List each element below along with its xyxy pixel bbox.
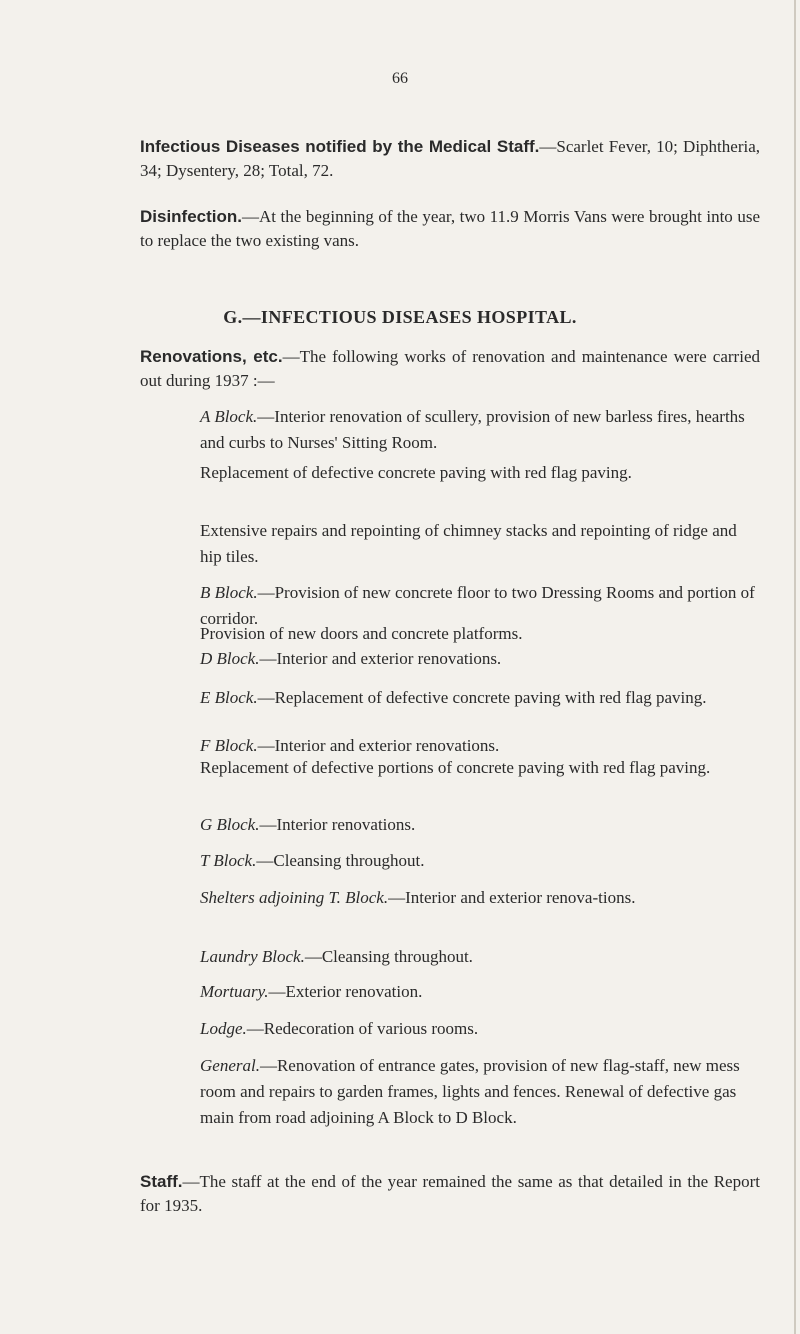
page-edge [794, 0, 796, 1334]
f-block-entry-2 [200, 755, 760, 781]
renovations-text: —The following works of renovation and maintenance were carried out during 1937 :— [140, 347, 760, 390]
d-block-text: —Interior and exterior renovations. [259, 649, 502, 668]
mortuary-text: —Exterior renovation. [268, 982, 423, 1001]
d-block-label: D Block. [200, 649, 260, 668]
b-block-text: —Provision of new concrete floor to two Dressing Rooms and portion of corridor. [200, 583, 755, 628]
t-block-label: T Block. [200, 851, 257, 870]
e-block-text: —Replacement of defective concrete paving with red flag paving. [257, 688, 707, 707]
shelters-text: —Interior and exterior renova-tions. [388, 888, 636, 907]
d-block-entry [200, 646, 760, 672]
b-block-entry-2 [200, 621, 760, 647]
a-block-entry-2 [200, 460, 760, 486]
notified-label: Infectious Diseases notified by the Medical Staff. [140, 137, 540, 156]
general-text: —Renovation of entrance gates, provision of new flag-staff, new mess room and repairs to garden frames, lights and fences. Renewal of defective gas main from road adjoining A Block to D Block. [200, 1056, 740, 1127]
disinfection-text: —At the beginning of the year, two 11.9 Morris Vans were brought into use to replace the two existing vans. [140, 207, 760, 250]
b-block-label: B Block. [200, 583, 258, 602]
a-block-entry [200, 404, 760, 456]
b-block-text-2: Provision of new doors and concrete platforms. [200, 624, 523, 643]
notified-paragraph [140, 135, 760, 183]
a-block-text: —Interior renovation of scullery, provision of new barless fires, hearths and curbs to Nurses' Sitting Room. [200, 407, 745, 452]
lodge-label: Lodge. [200, 1019, 247, 1038]
disinfection-label: Disinfection. [140, 207, 243, 226]
t-block-entry [200, 848, 760, 874]
staff-paragraph [140, 1170, 760, 1218]
a-block-label: A Block. [200, 407, 258, 426]
g-block-label: G Block. [200, 815, 260, 834]
f-block-text: —Interior and exterior renovations. [257, 736, 500, 755]
mortuary-label: Mortuary. [200, 982, 269, 1001]
a-block-text-2: Replacement of defective concrete paving with red flag paving. [200, 463, 632, 482]
g-block-entry [200, 812, 760, 838]
laundry-text: —Cleansing throughout. [304, 947, 473, 966]
laundry-label: Laundry Block. [200, 947, 305, 966]
e-block-entry [200, 685, 760, 711]
e-block-label: E Block. [200, 688, 258, 707]
g-block-text: —Interior renovations. [259, 815, 416, 834]
page-number: 66 [392, 70, 408, 87]
lodge-text: —Redecoration of various rooms. [246, 1019, 479, 1038]
t-block-text: —Cleansing throughout. [256, 851, 425, 870]
notified-text: —Scarlet Fever, 10; Diphtheria, 34; Dysentery, 28; Total, 72. [140, 137, 760, 180]
mortuary-entry [200, 979, 760, 1005]
disinfection-paragraph [140, 205, 760, 253]
renovations-label: Renovations, etc. [140, 347, 283, 366]
laundry-entry [200, 944, 760, 970]
renovations-paragraph [140, 345, 760, 393]
lodge-entry [200, 1016, 760, 1042]
section-heading: G.—INFECTIOUS DISEASES HOSPITAL. [223, 307, 577, 327]
shelters-entry [200, 885, 760, 911]
a-block-entry-3 [200, 518, 760, 570]
a-block-text-3: Extensive repairs and repointing of chimney stacks and repointing of ridge and hip tiles. [200, 521, 737, 566]
f-block-label: F Block. [200, 736, 258, 755]
general-entry [200, 1053, 760, 1131]
f-block-text-2: Replacement of defective portions of concrete paving with red flag paving. [200, 758, 711, 777]
staff-text: —The staff at the end of the year remained the same as that detailed in the Report for 1935. [140, 1172, 760, 1215]
shelters-label: Shelters adjoining T. Block. [200, 888, 389, 907]
staff-label: Staff. [140, 1172, 183, 1191]
general-label: General. [200, 1056, 260, 1075]
